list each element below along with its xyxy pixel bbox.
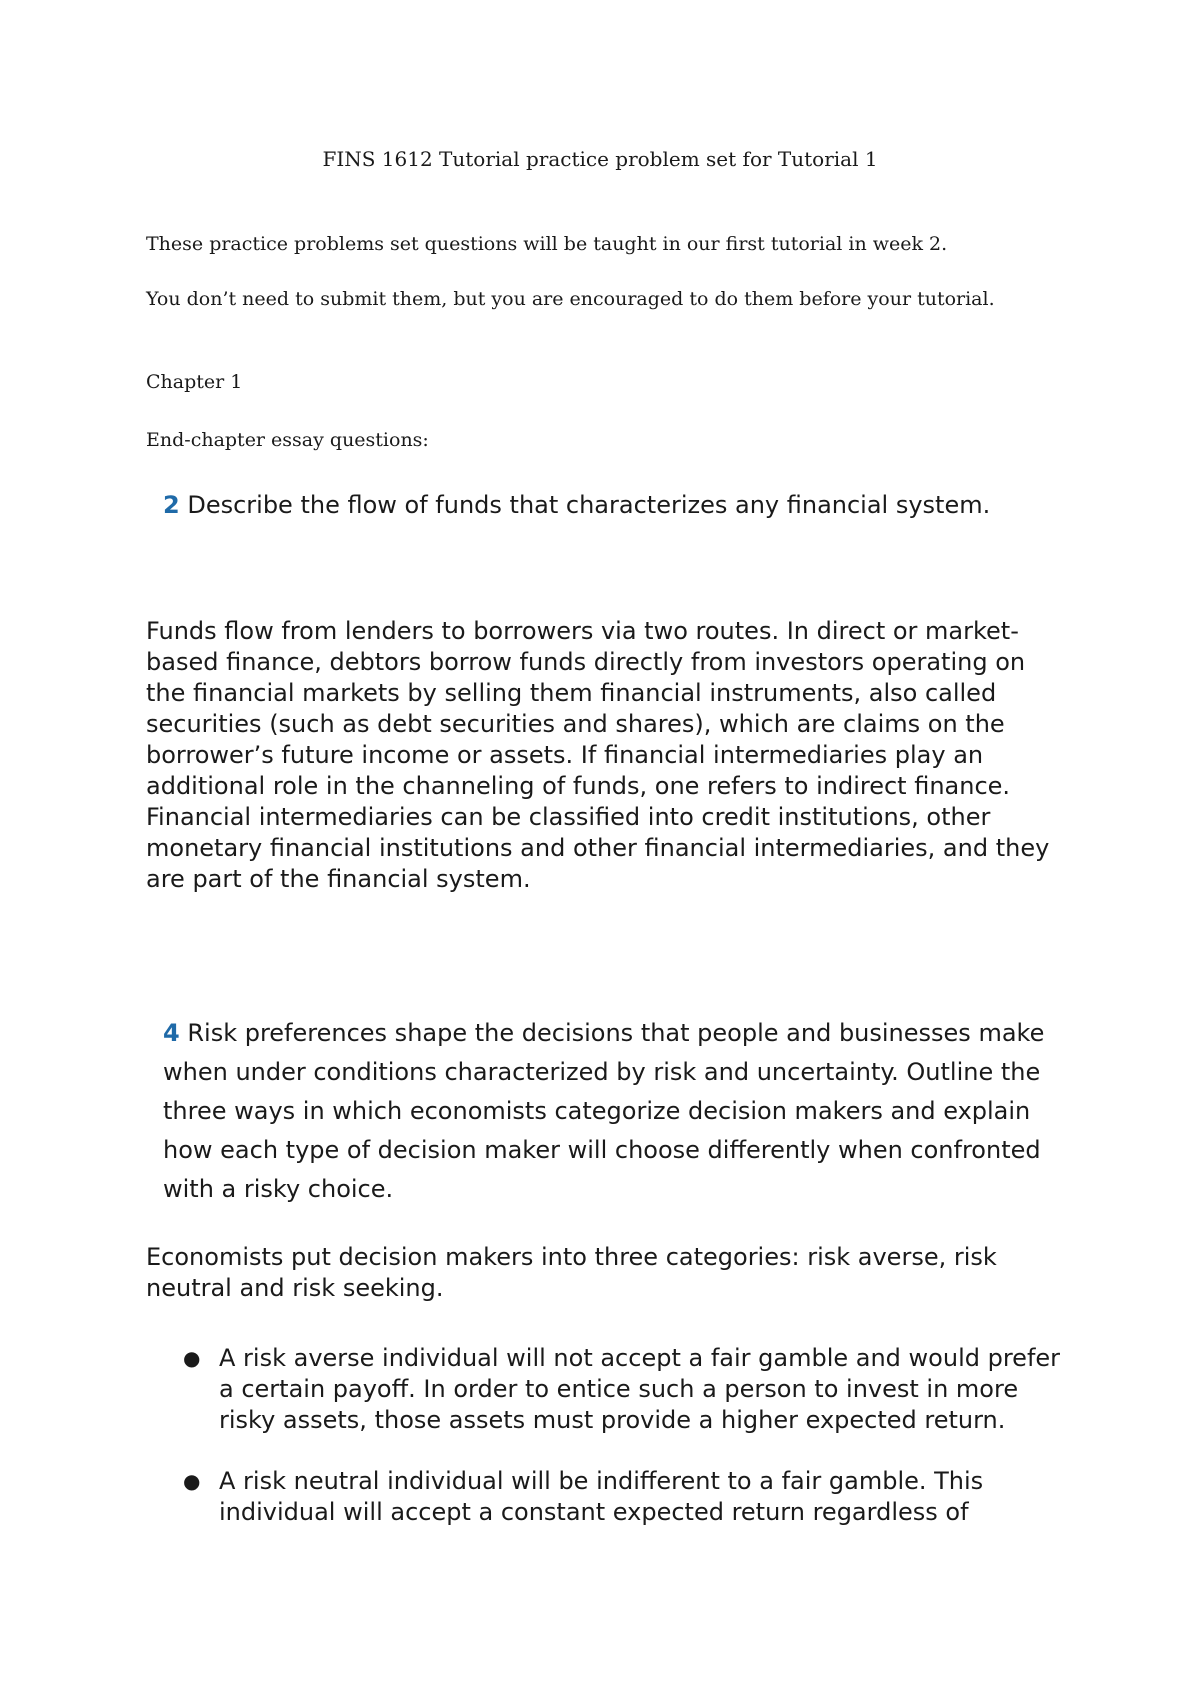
section-heading: End-chapter essay questions: [146,429,429,451]
question-number: 2 [163,491,180,519]
list-item [146,1466,1066,1528]
question-4 [163,1014,1063,1209]
answer-2: Funds flow from lenders to borrowers via two routes. In direct or market-based finance, debtors borrow funds directly from investors operating on the financial markets by selling them financial instruments, also called securities (such as debt securities and shares), which are claims on the borrower’s future income or assets. If financial intermediaries play an additional role in the channeling of funds, one refers to indirect finance. Financial intermediaries can be classified into credit institutions, other monetary financial institutions and other financial intermediaries, and they are part of the financial system. [146,617,1050,893]
document-title: FINS 1612 Tutorial practice problem set for Tutorial 1 [322,147,878,171]
bullet-icon: ● [183,1346,201,1370]
question-number: 4 [163,1019,180,1047]
bullet-icon: ● [183,1469,201,1493]
question-text: Describe the flow of funds that characterizes any financial system. [187,491,991,519]
list-item-text: A risk averse individual will not accept a fair gamble and would prefer a certain payoff. In order to entice such a person to invest in more risky assets, those assets must provide a higher expected return. [219,1344,1061,1434]
answer-4-intro: Economists put decision makers into three categories: risk averse, risk neutral and risk seeking. [146,1243,997,1302]
intro-paragraph-1: These practice problems set questions will be taught in our first tutorial in week 2. [146,233,948,255]
question-2 [163,486,1063,525]
chapter-heading: Chapter 1 [146,371,243,393]
intro-paragraph-2: You don’t need to submit them, but you are encouraged to do them before your tutorial. [146,288,995,310]
answer-4-bullet-list [146,1343,1066,1558]
question-text: Risk preferences shape the decisions that people and businesses make when under conditions characterized by risk and uncertainty. Outline the three ways in which economists categorize decision makers and explain how each type of decision maker will choose differently when confronted with a risky choice. [163,1019,1045,1203]
list-item [146,1343,1066,1436]
list-item-text: A risk neutral individual will be indifferent to a fair gamble. This individual will accept a constant expected return regardless of [219,1467,984,1526]
